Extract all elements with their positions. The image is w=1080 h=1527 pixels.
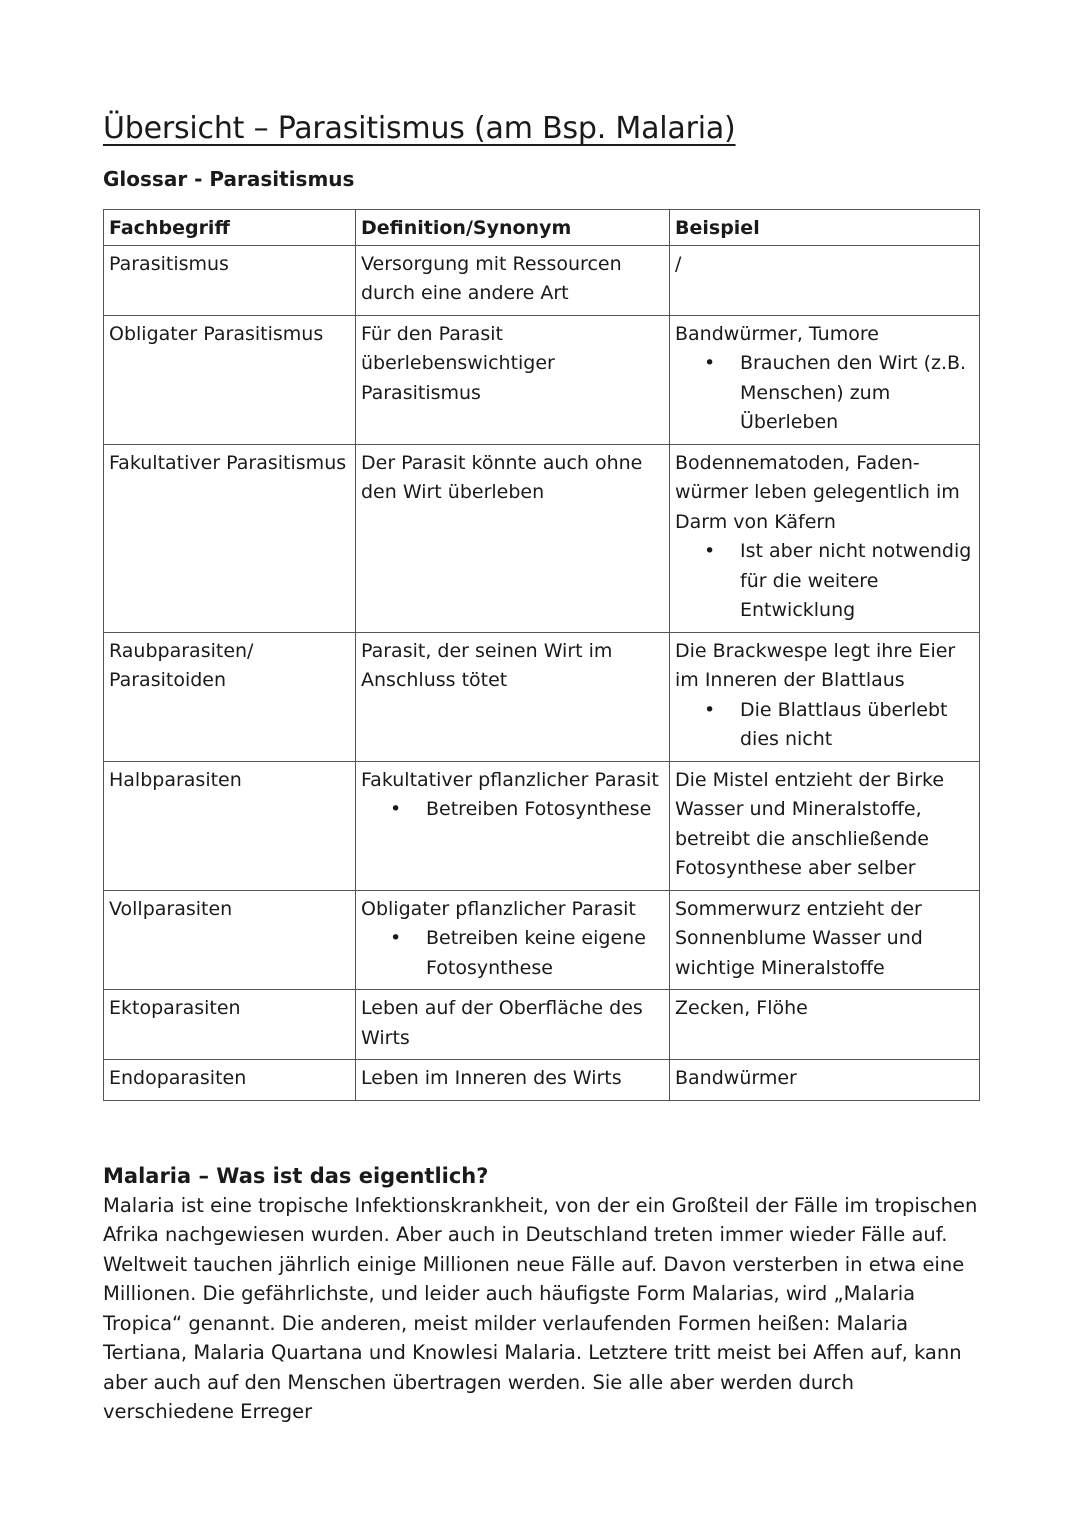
malaria-heading: Malaria – Was ist das eigentlich? bbox=[103, 1163, 489, 1188]
example-cell bbox=[670, 632, 980, 761]
example-bullet-list bbox=[675, 696, 974, 755]
example-bullet-list bbox=[675, 537, 974, 626]
column-header: Fachbegriff bbox=[104, 210, 356, 246]
definition-cell: Leben im Inneren des Wirts bbox=[356, 1060, 670, 1101]
definition-cell: Leben auf der Oberfläche des Wirts bbox=[356, 990, 670, 1060]
definition-bullet-list bbox=[361, 795, 664, 825]
term-cell: Endoparasiten bbox=[104, 1060, 356, 1101]
example-cell: Sommerwurz entzieht der Sonnenblume Wasser und wichtige Mineralstoffe bbox=[670, 890, 980, 990]
definition-bullet: • Betreiben keine eigene Fotosynthese bbox=[426, 924, 664, 983]
table-row bbox=[104, 444, 980, 632]
table-header-row bbox=[104, 210, 980, 246]
term-cell: Vollparasiten bbox=[104, 890, 356, 990]
example-bullet: • Die Blattlaus überlebt dies nicht bbox=[740, 696, 974, 755]
example-cell: Bandwürmer bbox=[670, 1060, 980, 1101]
example-bullet-list bbox=[675, 349, 974, 438]
term-cell: Halbparasiten bbox=[104, 761, 356, 890]
column-header: Definition/Synonym bbox=[356, 210, 670, 246]
table-row bbox=[104, 990, 980, 1060]
example-bullet: • Ist aber nicht notwendig für die weitere Entwicklung bbox=[740, 537, 974, 626]
document-page bbox=[103, 108, 978, 1427]
term-cell: Fakultativer Parasitismus bbox=[104, 444, 356, 632]
definition-cell bbox=[356, 890, 670, 990]
definition-cell: Der Parasit könnte auch ohne den Wirt überleben bbox=[356, 444, 670, 632]
definition-cell: Versorgung mit Ressourcen durch eine andere Art bbox=[356, 245, 670, 315]
table-row bbox=[104, 315, 980, 444]
term-cell: Parasitismus bbox=[104, 245, 356, 315]
example-text: Die Brackwespe legt ihre Eier im Inneren der Blattlaus bbox=[675, 639, 956, 691]
example-text: Bodennematoden, Faden-würmer leben gelegentlich im Darm von Käfern bbox=[675, 451, 960, 533]
column-header: Beispiel bbox=[670, 210, 980, 246]
table-row bbox=[104, 245, 980, 315]
malaria-paragraph: Malaria ist eine tropische Infektionskrankheit, von der ein Großteil der Fälle im tropischen Afrika nachgewiesen wurden. Aber auch in Deutschland treten immer wieder Fälle auf. Weltweit tauchen jährlich einige Millionen neue Fälle auf. Davon versterben in etwa eine Millionen. Die gefährlichste, und leider auch häufigste Form Malarias, wird „Malaria Tropica“ genannt. Die anderen, meist milder verlaufenden Formen heißen: Malaria Tertiana, Malaria Quartana und Knowlesi Malaria. Letztere tritt meist bei Affen auf, kann aber auch auf den Menschen übertragen werden. Sie alle aber werden durch verschiedene Erreger bbox=[103, 1193, 978, 1423]
table-row bbox=[104, 890, 980, 990]
term-cell: Obligater Parasitismus bbox=[104, 315, 356, 444]
example-cell: Die Mistel entzieht der Birke Wasser und Mineralstoffe, betreibt die anschließende Fotosynthese aber selber bbox=[670, 761, 980, 890]
definition-cell bbox=[356, 761, 670, 890]
table-row bbox=[104, 1060, 980, 1101]
page-title: Übersicht – Parasitismus (am Bsp. Malaria) bbox=[103, 111, 736, 146]
definition-bullet-list bbox=[361, 924, 664, 983]
definition-bullet: • Betreiben Fotosynthese bbox=[426, 795, 664, 825]
table-row bbox=[104, 632, 980, 761]
malaria-section bbox=[103, 1161, 978, 1427]
definition-cell: Für den Parasit überlebenswichtiger Parasitismus bbox=[356, 315, 670, 444]
example-bullet: • Brauchen den Wirt (z.B. Menschen) zum Überleben bbox=[740, 349, 974, 438]
example-cell bbox=[670, 315, 980, 444]
example-cell bbox=[670, 444, 980, 632]
example-cell: Zecken, Flöhe bbox=[670, 990, 980, 1060]
glossary-table bbox=[103, 209, 980, 1101]
definition-text: Obligater pflanzlicher Parasit bbox=[361, 897, 636, 920]
definition-text: Fakultativer pflanzlicher Parasit bbox=[361, 768, 659, 791]
term-cell: Ektoparasiten bbox=[104, 990, 356, 1060]
table-row bbox=[104, 761, 980, 890]
example-text: Bandwürmer, Tumore bbox=[675, 322, 879, 345]
glossary-heading: Glossar - Parasitismus bbox=[103, 167, 355, 191]
definition-cell: Parasit, der seinen Wirt im Anschluss tötet bbox=[356, 632, 670, 761]
example-cell: / bbox=[670, 245, 980, 315]
term-cell: Raubparasiten/ Parasitoiden bbox=[104, 632, 356, 761]
